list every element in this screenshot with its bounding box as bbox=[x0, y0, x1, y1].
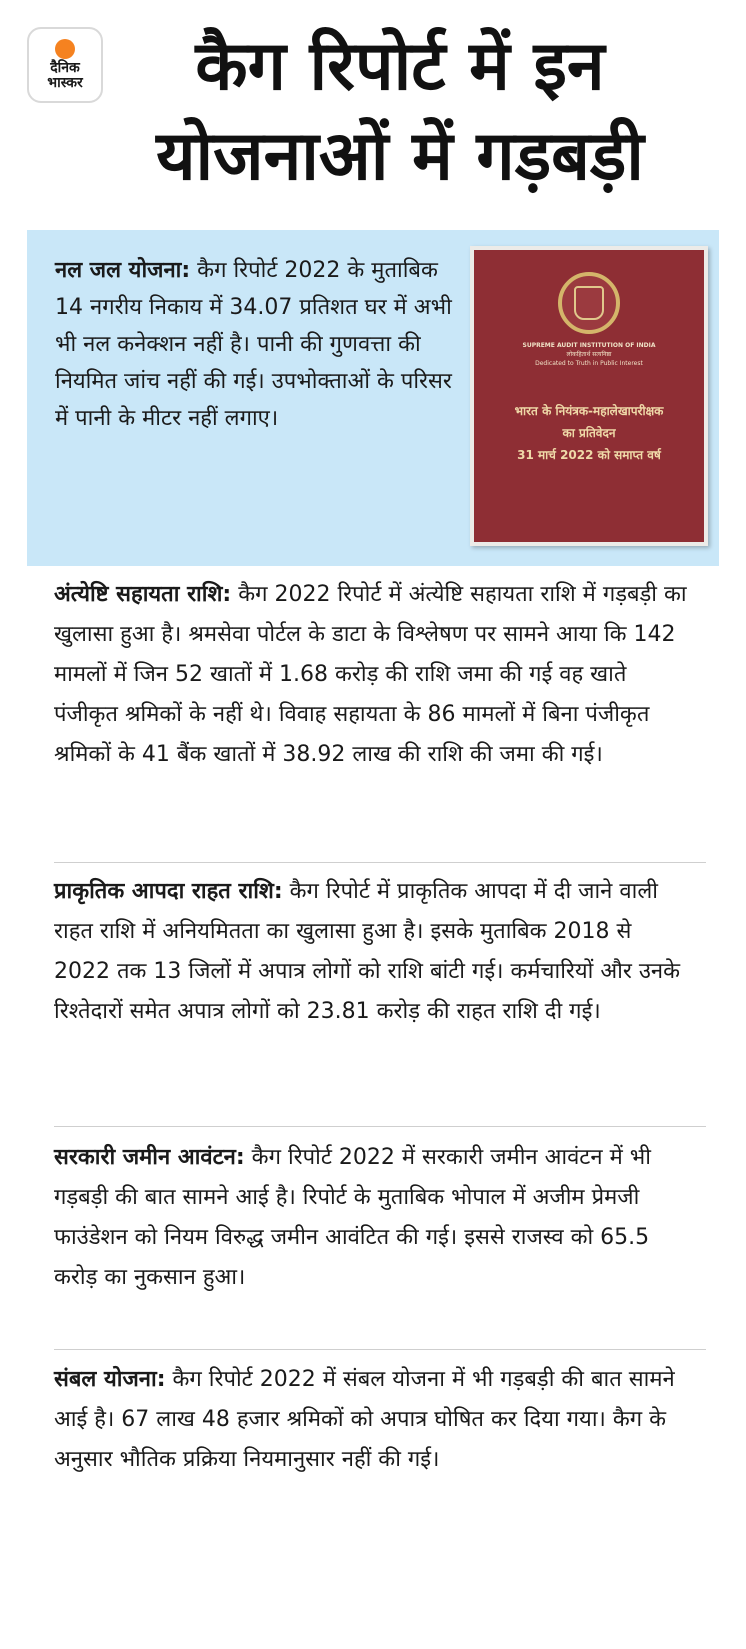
section-heading: संबल योजना: bbox=[54, 1367, 166, 1392]
cover-title-line3: 31 मार्च 2022 को समाप्त वर्ष bbox=[517, 448, 661, 462]
divider bbox=[54, 1349, 706, 1350]
section-body: कैग रिपोर्ट 2022 में संबल योजना में भी गड़बड़ी की बात सामने आई है। 67 लाख 48 हजार श्रमिकों को अपात्र घोषित कर दिया गया। कैग के अनुसार भौतिक प्रक्रिया नियमानुसार नहीं की गई। bbox=[54, 1367, 675, 1472]
section-heading: सरकारी जमीन आवंटन: bbox=[54, 1145, 245, 1170]
cover-title bbox=[478, 400, 700, 466]
page-title bbox=[90, 22, 710, 202]
logo-text-line2: भास्कर bbox=[47, 75, 83, 91]
section-land-allotment bbox=[54, 1138, 694, 1298]
panel-body: कैग रिपोर्ट 2022 के मुताबिक 14 नगरीय निकाय में 34.07 प्रतिशत घर में अभी भी नल कनेक्शन नहीं है। पानी की गुणवत्ता की नियमित जांच नहीं की गई। उपभोक्ताओं के परिसर में पानी के मीटर नहीं लगाए। bbox=[55, 258, 452, 431]
section-funeral-assistance bbox=[54, 575, 694, 775]
section-heading: प्राकृतिक आपदा राहत राशि: bbox=[54, 879, 283, 904]
page-title-line2: योजनाओं में गड़बड़ी bbox=[156, 117, 644, 196]
section-body: कैग 2022 रिपोर्ट में अंत्येष्टि सहायता राशि में गड़बड़ी का खुलासा हुआ है। श्रमसेवा पोर्टल के डाटा के विश्लेषण पर सामने आया कि 142 मामलों में जिन 52 खातों में 1.68 करोड़ की राशि जमा की गई वह खाते पंजीकृत श्रमिकों के नहीं थे। विवाह सहायता के 86 मामलों में बिना पंजीकृत श्रमिकों के 41 बैंक खातों में 38.92 लाख की राशि की जमा की गई। bbox=[54, 582, 687, 767]
cover-title-line2: का प्रतिवेदन bbox=[562, 426, 616, 440]
cover-motto-hi: लोकहितार्थ सत्यनिष्ठा bbox=[566, 351, 612, 358]
panel-heading: नल जल योजना: bbox=[55, 258, 191, 283]
emblem-icon bbox=[558, 272, 620, 334]
cover-institution: SUPREME AUDIT INSTITUTION OF INDIA bbox=[522, 342, 656, 349]
cag-report-cover-image bbox=[470, 246, 708, 546]
page-title-line1: कैग रिपोर्ट में इन bbox=[195, 27, 605, 106]
divider bbox=[54, 862, 706, 863]
divider bbox=[54, 1126, 706, 1127]
logo-text-line1: दैनिक bbox=[50, 60, 80, 76]
section-body: कैग रिपोर्ट में प्राकृतिक आपदा में दी जाने वाली राहत राशि में अनियमितता का खुलासा हुआ है। इसके मुताबिक 2018 से 2022 तक 13 जिलों में अपात्र लोगों को राशि बांटी गई। कर्मचारियों और उनके रिश्तेदारों समेत अपात्र लोगों को 23.81 करोड़ की राहत राशि दी गई। bbox=[54, 879, 681, 1024]
panel-text bbox=[55, 252, 460, 437]
section-disaster-relief bbox=[54, 872, 694, 1032]
section-body: कैग रिपोर्ट 2022 में सरकारी जमीन आवंटन में भी गड़बड़ी की बात सामने आई है। रिपोर्ट के मुताबिक भोपाल में अजीम प्रेमजी फाउंडेशन को नियम विरुद्ध जमीन आवंटित की गई। इससे राजस्व को 65.5 करोड़ का नुकसान हुआ। bbox=[54, 1145, 651, 1290]
highlight-panel bbox=[27, 230, 719, 566]
cover-motto-en: Dedicated to Truth in Public Interest bbox=[535, 360, 643, 367]
section-sambal-scheme bbox=[54, 1360, 694, 1480]
sun-dot-icon bbox=[55, 39, 75, 59]
section-heading: अंत्येष्टि सहायता राशि: bbox=[54, 582, 232, 607]
cover-title-line1: भारत के नियंत्रक-महालेखापरीक्षक bbox=[514, 404, 664, 418]
